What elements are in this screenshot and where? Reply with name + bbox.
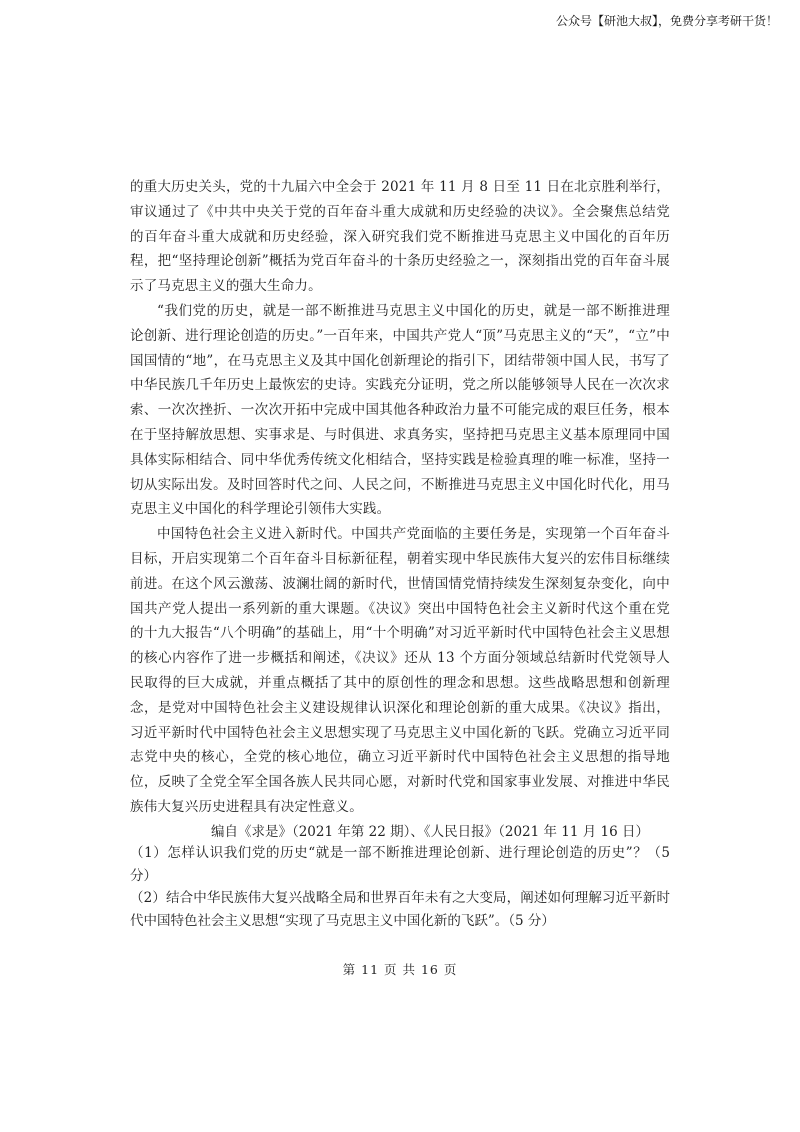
header-watermark-note: 公众号【研池大叔】，免费分享考研干货！ (555, 14, 778, 28)
question-1: （1）怎样认识我们党的历史“就是一部不断推进理论创新、进行理论创造的历史”？（5 分） (130, 845, 670, 884)
article-paragraph-2: “我们党的历史，就是一部不断推进马克思主义中国化的历史，就是一部不断推进理论创新、进行理论创造的历史。”一百年来，中国共产党人“顶”马克思主义的“天”，“立”中国国情的“地”，在马克思主义及其中国化创新理论的指引下，团结带领中国人民，书写了中华民族几千年历史上最恢宏的史诗。实践充分证明，党之所以能够领导人民在一次次求索、一次次挫折、一次次开拓中完成中国其他各种政治力量不可能完成的艰巨任务，根本在于坚持解放思想、实事求是、与时俱进、求真务实，坚持把马克思主义基本原理同中国具体实际相结合、同中华优秀传统文化相结合，坚持实践是检验真理的唯一标准，坚持一切从实际出发。及时回答时代之问、人民之问，不断推进马克思主义中国化时代化，用马克思主义中国化的科学理论引领伟大实践。 (130, 302, 670, 518)
article-body (130, 175, 670, 845)
page-number: 第 11 页 共 16 页 (342, 962, 458, 977)
question-2: （2）结合中华民族伟大复兴战略全局和世界百年未有之大变局，阐述如何理解习近平新时代中国特色社会主义思想“实现了马克思主义中国化新的飞跃”。（5 分） (130, 890, 670, 929)
question-list (130, 842, 670, 932)
article-source: 编自《求是》（2021 年第 22 期）、《人民日报》（2021 年 11 月 16 日） (210, 823, 650, 840)
article-paragraph-1: 的重大历史关头，党的十九届六中全会于 2021 年 11 月 8 日至 11 日在北京胜利举行，审议通过了《中共中央关于党的百年奋斗重大成就和历史经验的决议》。全会聚焦总结党的百年奋斗重大成就和历史经验，深入研究我们党不断推进马克思主义中国化的百年历程，把“坚持理论创新”概括为党百年奋斗的十条历史经验之一，深刻指出党的百年奋斗展示了马克思主义的强大生命力。 (130, 179, 670, 295)
article-paragraph-3: 中国特色社会主义进入新时代。中国共产党面临的主要任务是，实现第一个百年奋斗目标，开启实现第二个百年奋斗目标新征程，朝着实现中华民族伟大复兴的宏伟目标继续前进。在这个风云激荡、波澜壮阔的新时代，世情国情党情持续发生深刻复杂变化，向中国共产党人提出一系列新的重大课题。《决议》突出中国特色社会主义新时代这个重在党的十九大报告“八个明确”的基础上，用“十个明确”对习近平新时代中国特色社会主义思想的核心内容作了进一步概括和阐述，《决议》还从 13 个方面分领域总结新时代党领导人民取得的巨大成就，并重点概括了其中的原创性的理念和思想。这些战略思想和创新理念，是党对中国特色社会主义建设规律认识深化和理论创新的重大成果。《决议》指出，习近平新时代中国特色社会主义思想实现了马克思主义中国化新的飞跃。党确立习近平同志党中央的核心，全党的核心地位，确立习近平新时代中国特色社会主义思想的指导地位，反映了全党全军全国各族人民共同心愿，对新时代党和国家事业发展、对推进中华民族伟大复兴历史进程具有决定性意义。 (130, 526, 670, 815)
